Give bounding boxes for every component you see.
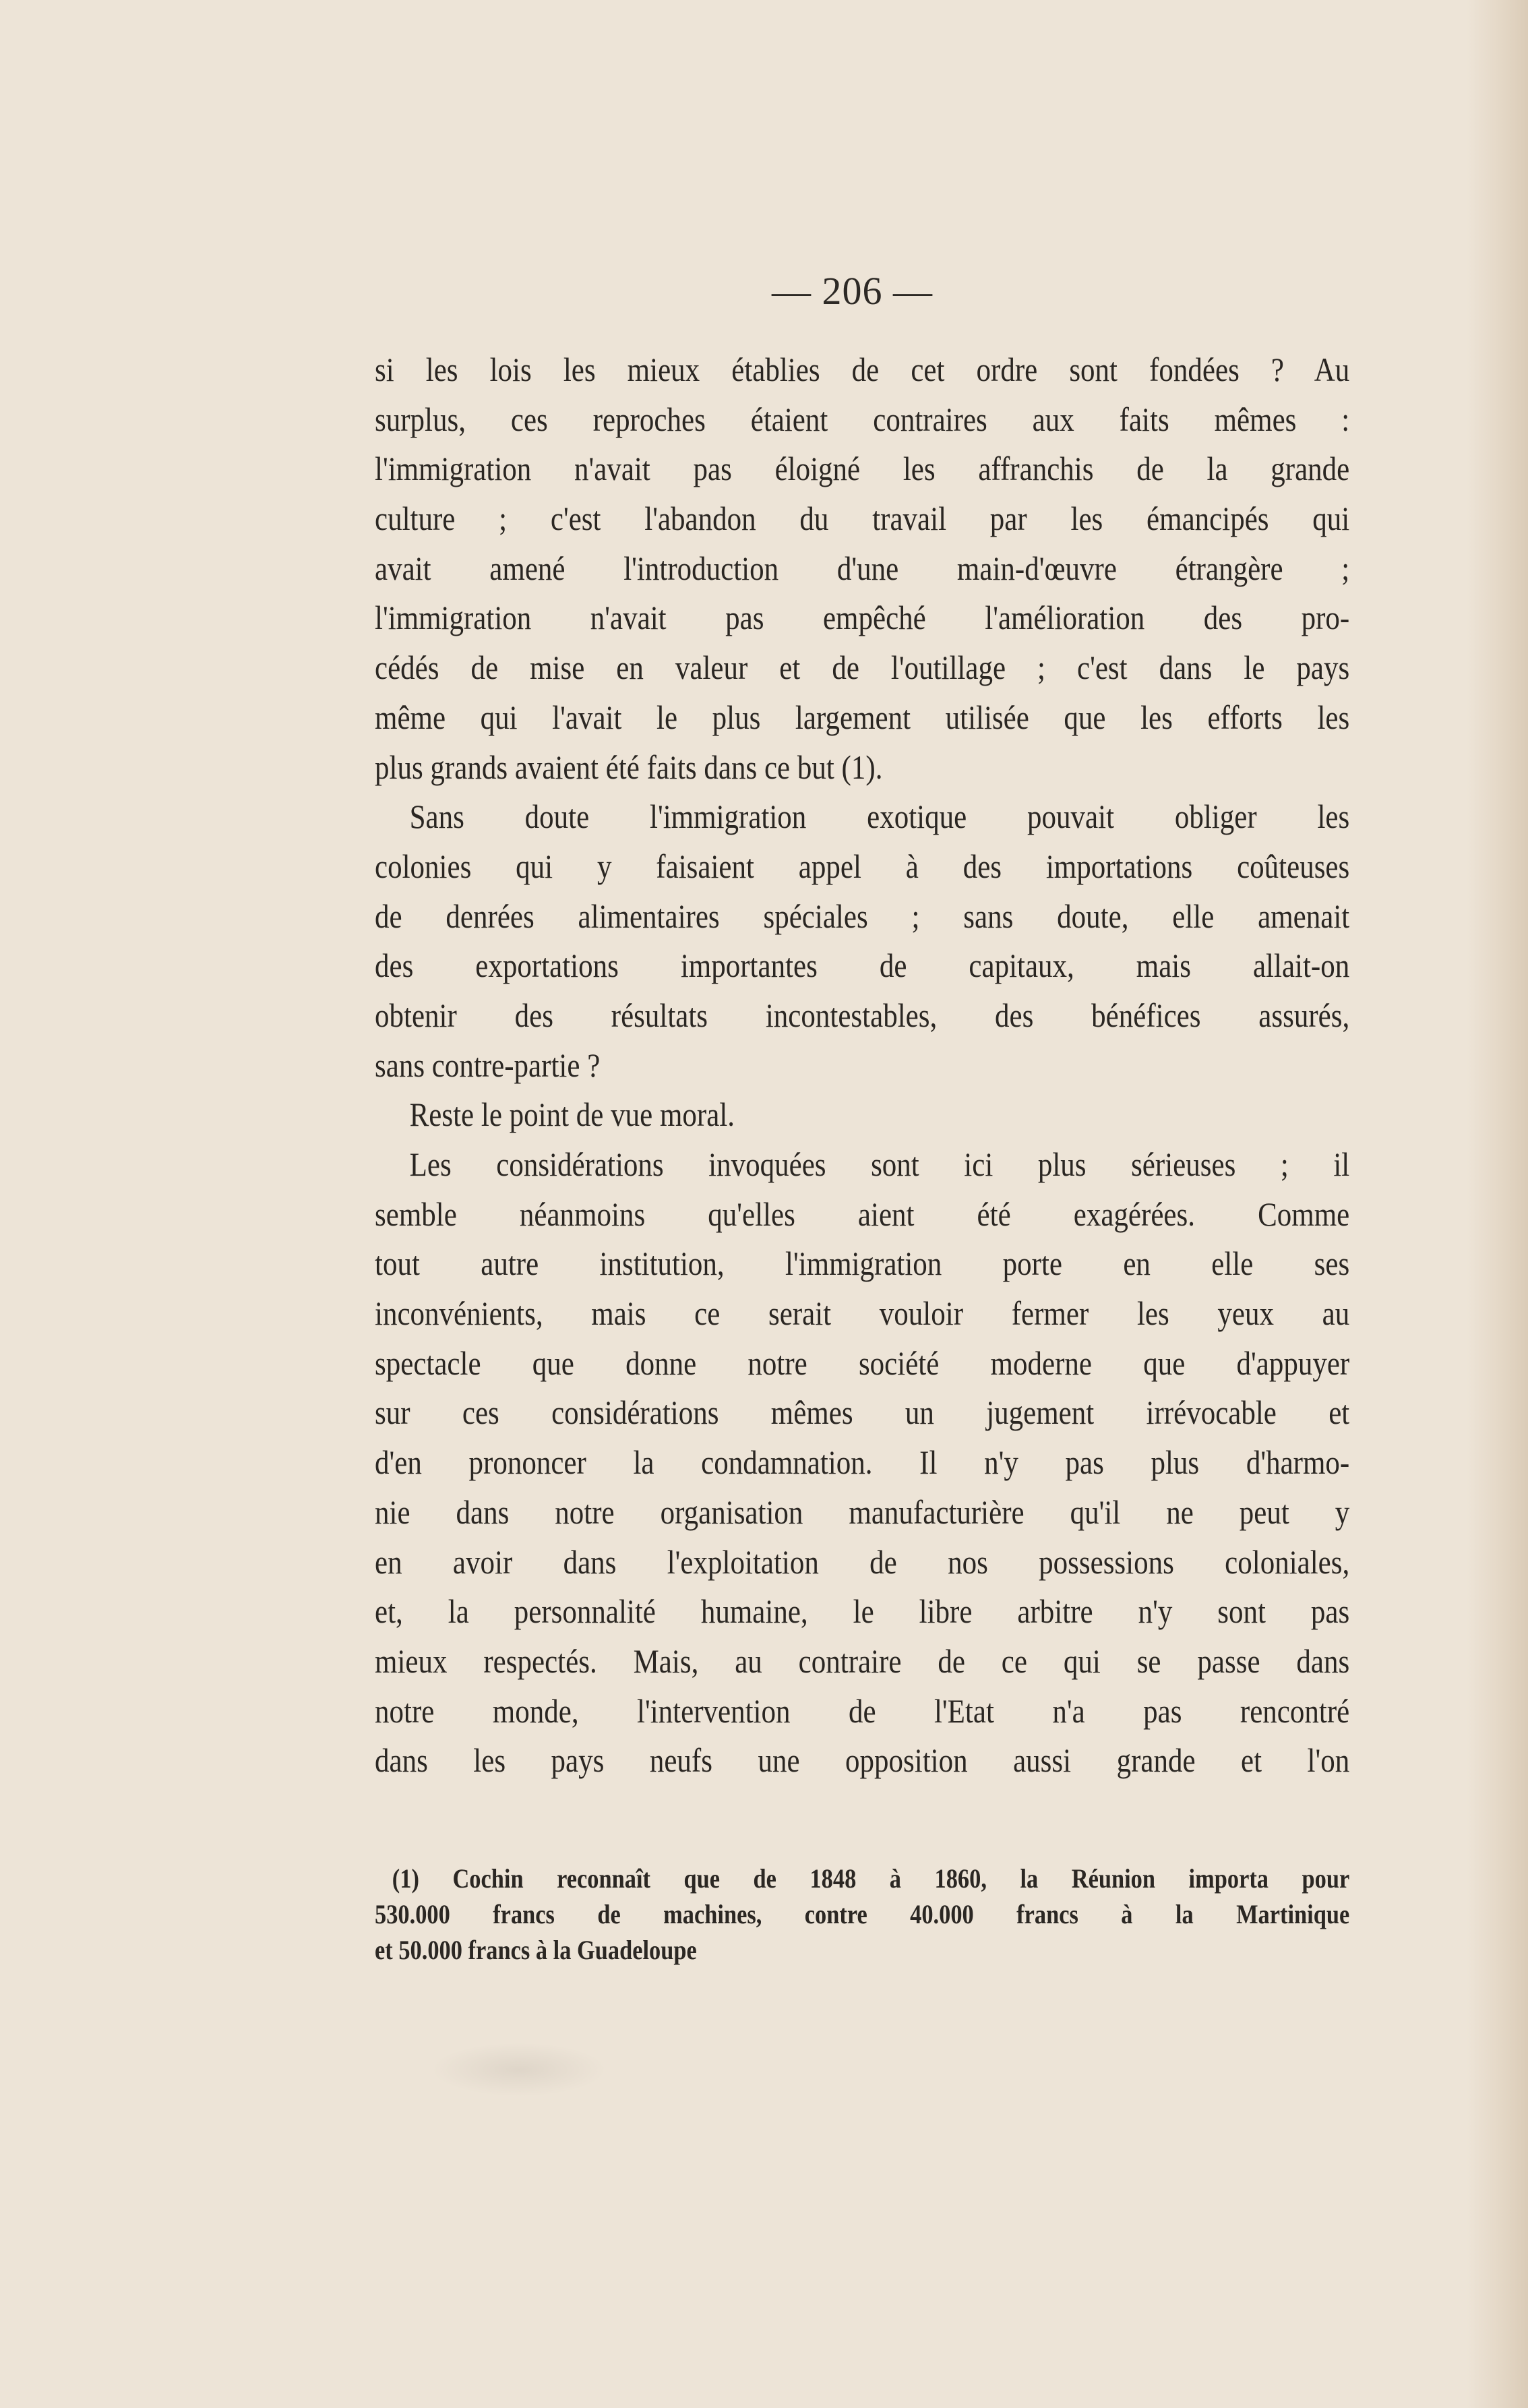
text-line: avait amené l'introduction d'une main-d'œuvre étrangère ; <box>375 549 1350 587</box>
footnote-line: et 50.000 francs à la Guadeloupe <box>375 1935 697 1965</box>
footnote-line: (1) Cochin reconnaît que de 1848 à 1860, la Réunion importa pour <box>392 1863 1350 1894</box>
footnote-line: 530.000 francs de machines, contre 40.000 francs à la Martinique <box>375 1899 1350 1929</box>
text-line: spectacle que donne notre société moderne que d'appuyer <box>375 1344 1350 1382</box>
text-line: si les lois les mieux établies de cet ordre sont fondées ? Au <box>375 351 1350 388</box>
text-line: l'immigration n'avait pas empêché l'amélioration des pro- <box>375 599 1350 637</box>
scan-smudge <box>431 2043 607 2097</box>
text-line: obtenir des résultats incontestables, des bénéfices assurés, <box>375 996 1350 1034</box>
text-line: en avoir dans l'exploitation de nos possessions coloniales, <box>375 1542 1350 1581</box>
text-line: notre monde, l'intervention de l'Etat n'a pas rencontré <box>375 1691 1350 1730</box>
text-line: des exportations importantes de capitaux, mais allait-on <box>375 946 1350 985</box>
text-line: tout autre institution, l'immigration porte en elle ses <box>375 1244 1350 1283</box>
text-line: colonies qui y faisaient appel à des importations coûteuses <box>375 847 1350 885</box>
text-line: inconvénients, mais ce serait vouloir fermer les yeux au <box>375 1294 1350 1333</box>
text-line: d'en prononcer la condamnation. Il n'y pas plus d'harmo- <box>375 1443 1350 1482</box>
page-number: — 206 — <box>772 269 933 313</box>
text-line: semble néanmoins qu'elles aient été exagérées. Comme <box>375 1195 1350 1233</box>
text-line: sans contre-partie ? <box>375 1046 601 1084</box>
text-line: plus grands avaient été faits dans ce but (1). <box>375 748 883 786</box>
text-line: cédés de mise en valeur et de l'outillage ; c'est dans le pays <box>375 649 1350 687</box>
text-line: surplus, ces reproches étaient contraires aux faits mêmes : <box>375 400 1350 438</box>
text-line: culture ; c'est l'abandon du travail par les émancipés qui <box>375 500 1350 538</box>
paragraph-start-line: Les considérations invoquées sont ici plus sérieuses ; il <box>409 1145 1350 1183</box>
text-line: sur ces considérations mêmes un jugement irrévocable et <box>375 1393 1350 1432</box>
text-line: l'immigration n'avait pas éloigné les affranchis de la grande <box>375 450 1350 488</box>
text-line: nie dans notre organisation manufacturière qu'il ne peut y <box>375 1493 1350 1531</box>
footnote <box>375 1861 1349 1968</box>
text-line: et, la personnalité humaine, le libre arbitre n'y sont pas <box>375 1592 1350 1631</box>
paragraph-start-line: Reste le point de vue moral. <box>409 1095 735 1134</box>
paragraph-start-line: Sans doute l'immigration exotique pouvait obliger les <box>409 797 1350 836</box>
text-line: de denrées alimentaires spéciales ; sans doute, elle amenait <box>375 897 1350 935</box>
body-text <box>375 345 1349 1786</box>
text-line: dans les pays neufs une opposition aussi grande et l'on <box>375 1741 1350 1780</box>
text-line: même qui l'avait le plus largement utilisée que les efforts les <box>375 698 1350 736</box>
text-line: mieux respectés. Mais, au contraire de ce qui se passe dans <box>375 1642 1350 1680</box>
